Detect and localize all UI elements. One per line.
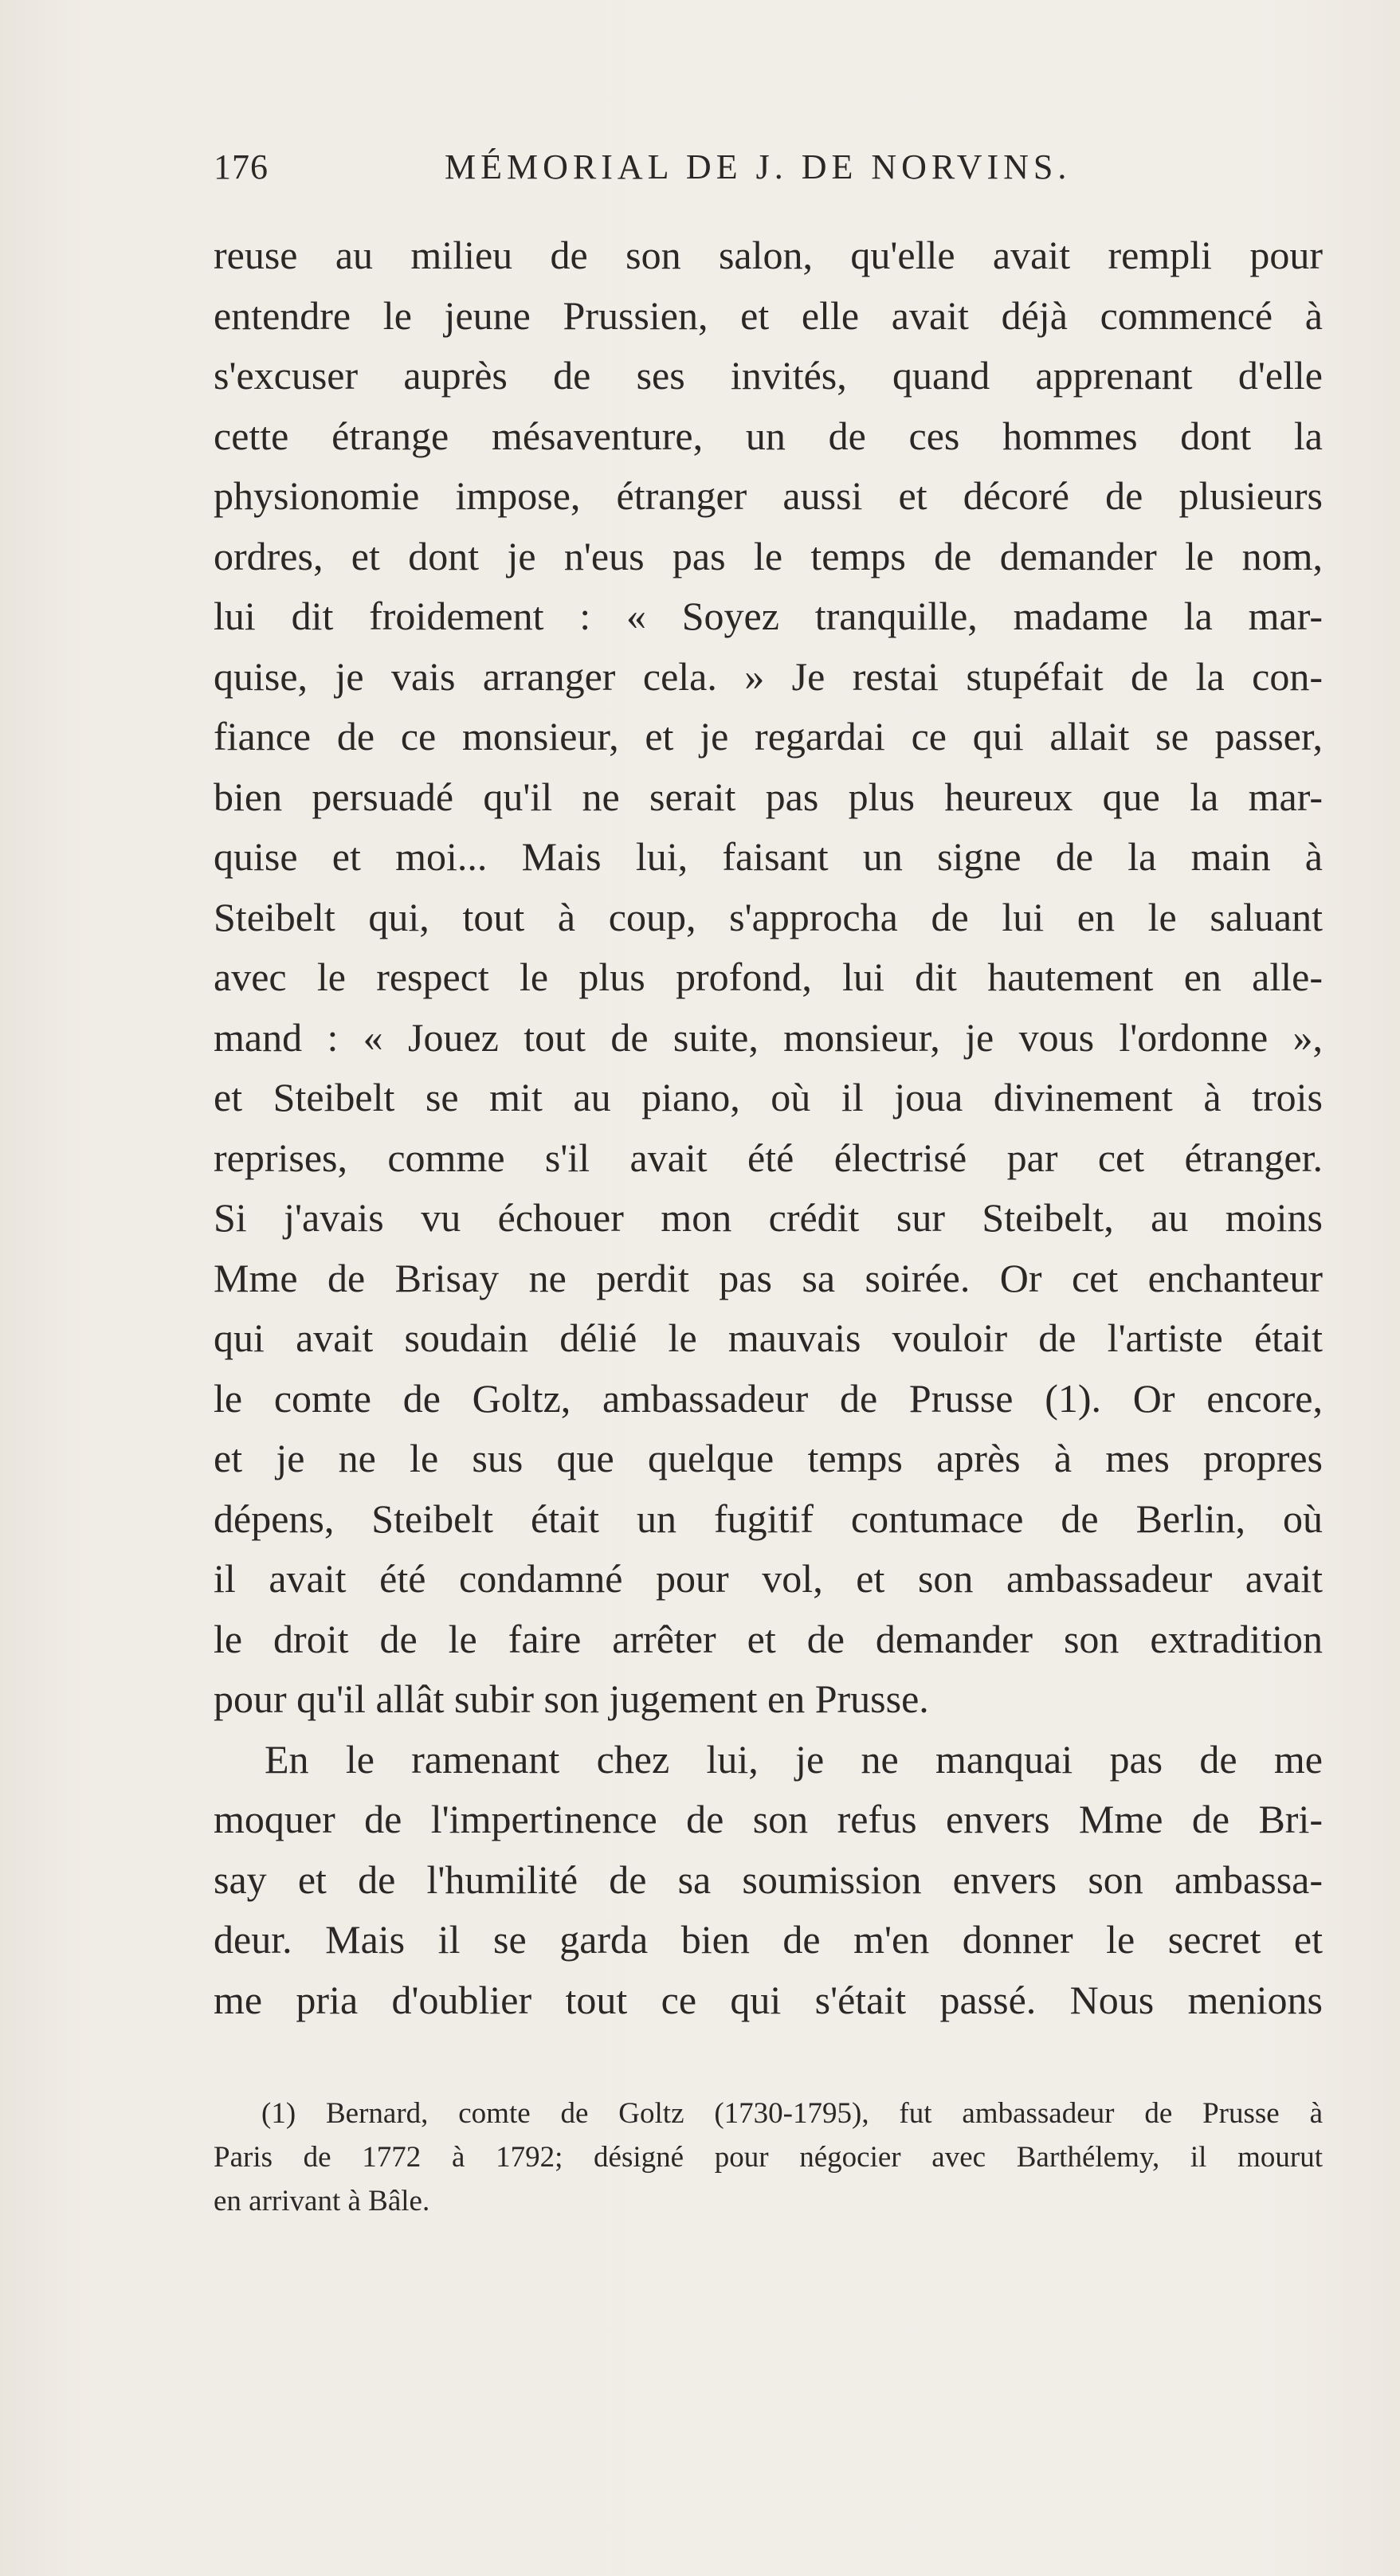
text-line: et Steibelt se mit au piano, où il joua divinement à trois bbox=[214, 1075, 1323, 1119]
text-line: physionomie impose, étranger aussi et décoré de plusieurs bbox=[214, 473, 1323, 518]
text-line: ordres, et dont je n'eus pas le temps de demander le nom, bbox=[214, 533, 1323, 578]
text-line: moquer de l'impertinence de son refus envers Mme de Bri- bbox=[214, 1797, 1323, 1841]
text-line: entendre le jeune Prussien, et elle avait déjà commencé à bbox=[214, 292, 1323, 338]
text-line: reuse au milieu de son salon, qu'elle avait rempli pour bbox=[214, 233, 1323, 277]
text-line: Si j'avais vu échouer mon crédit sur Steibelt, au moins bbox=[214, 1195, 1323, 1240]
footnote-line: (1) Bernard, comte de Goltz (1730-1795), fut ambassadeur de Prusse à bbox=[261, 2097, 1323, 2130]
text-line: quise, je vais arranger cela. » Je restai stupéfait de la con- bbox=[214, 653, 1323, 699]
text-line: En le ramenant chez lui, je ne manquai pas de me bbox=[265, 1736, 1323, 1782]
text-line: pour qu'il allât subir son jugement en Prusse. bbox=[214, 1676, 929, 1721]
text-line: qui avait soudain délié le mauvais vouloir de l'artiste était bbox=[214, 1315, 1323, 1360]
text-line: dépens, Steibelt était un fugitif contumace de Berlin, où bbox=[214, 1496, 1323, 1541]
body-text bbox=[214, 225, 1323, 2030]
page-number: 176 bbox=[214, 147, 269, 186]
text-line: lui dit froidement : « Soyez tranquille, madame la mar- bbox=[214, 594, 1323, 638]
text-line: Mme de Brisay ne perdit pas sa soirée. Or cet enchanteur bbox=[214, 1255, 1323, 1300]
text-line: le droit de le faire arrêter et de demander son extradition bbox=[214, 1616, 1323, 1661]
text-line: avec le respect le plus profond, lui dit hautement en alle- bbox=[214, 955, 1323, 999]
text-line: reprises, comme s'il avait été électrisé par cet étranger. bbox=[214, 1135, 1323, 1180]
text-line: Steibelt qui, tout à coup, s'approcha de lui en le saluant bbox=[214, 894, 1323, 939]
text-line: fiance de ce monsieur, et je regardai ce qui allait se passer, bbox=[214, 714, 1323, 759]
text-line: quise et moi... Mais lui, faisant un signe de la main à bbox=[214, 834, 1323, 879]
text-line: me pria d'oublier tout ce qui s'était passé. Nous menions bbox=[214, 1977, 1323, 2022]
text-line: le comte de Goltz, ambassadeur de Prusse (1). Or encore, bbox=[214, 1375, 1323, 1421]
text-line: say et de l'humilité de sa soumission envers son ambassa- bbox=[214, 1857, 1323, 1902]
text-line: il avait été condamné pour vol, et son ambassadeur avait bbox=[214, 1556, 1323, 1601]
footnote bbox=[214, 2092, 1323, 2223]
page-header bbox=[214, 147, 1321, 202]
footnote-line: Paris de 1772 à 1792; désigné pour négocier avec Barthélemy, il mourut bbox=[214, 2141, 1323, 2174]
text-line: s'excuser auprès de ses invités, quand apprenant d'elle bbox=[214, 353, 1323, 398]
footnote-line: en arrivant à Bâle. bbox=[214, 2185, 430, 2217]
text-line: bien persuadé qu'il ne serait pas plus heureux que la mar- bbox=[214, 774, 1323, 819]
text-line: deur. Mais il se garda bien de m'en donner le secret et bbox=[214, 1917, 1323, 1962]
text-line: et je ne le sus que quelque temps après à mes propres bbox=[214, 1436, 1323, 1480]
text-line: cette étrange mésaventure, un de ces hommes dont la bbox=[214, 413, 1323, 458]
text-line: mand : « Jouez tout de suite, monsieur, je vous l'ordonne », bbox=[214, 1014, 1323, 1060]
running-title: MÉMORIAL DE J. DE NORVINS. bbox=[445, 147, 1072, 186]
